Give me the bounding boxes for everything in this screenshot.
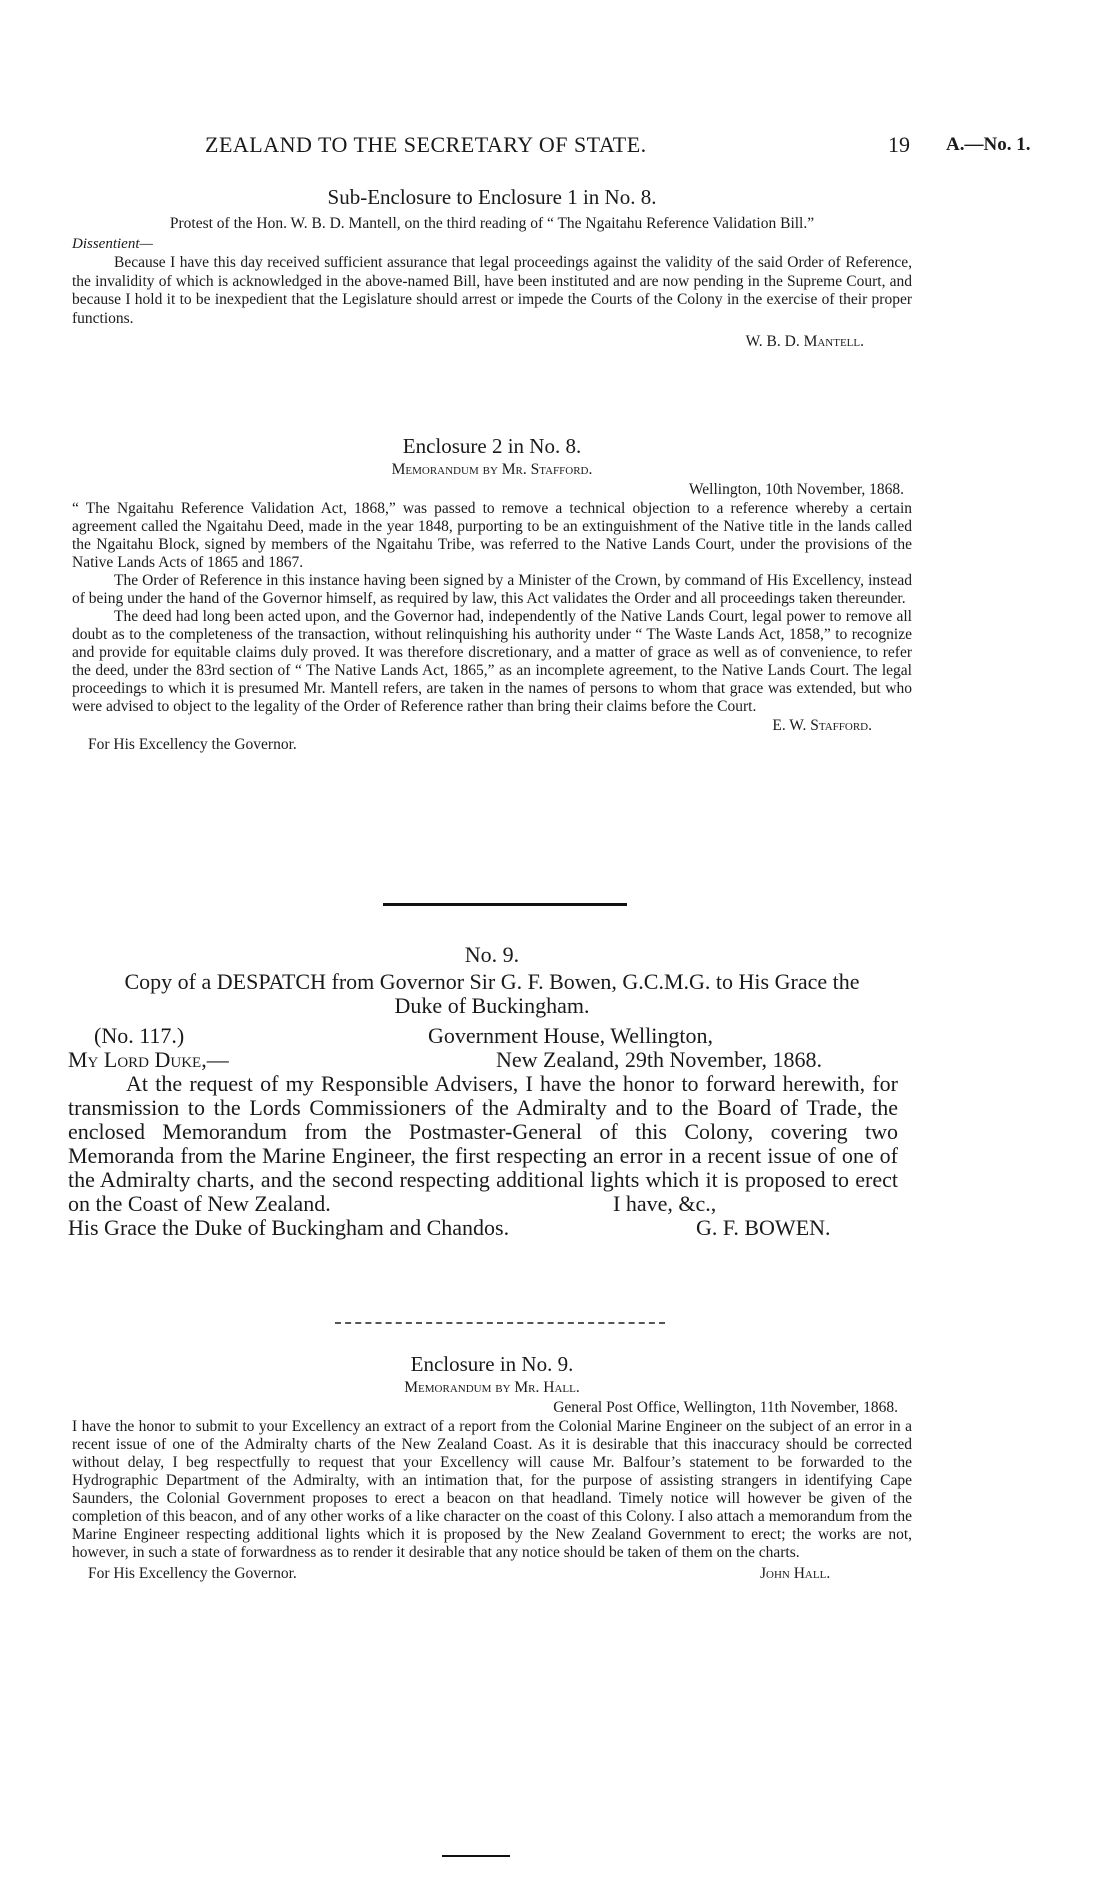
dissentient-label: Dissentient— — [72, 236, 153, 252]
running-title: ZEALAND TO THE SECRETARY OF STATE. — [205, 132, 647, 157]
stafford-signature: E. W. Stafford. — [772, 717, 872, 734]
enclosure-9-subheading: Memorandum by Mr. Hall. — [404, 1379, 580, 1396]
enclosure-9-closing: For His Excellency the Governor. — [88, 1565, 297, 1582]
mantell-signature: W. B. D. Mantell. — [745, 333, 864, 351]
enclosure-2-section — [72, 432, 912, 754]
paper-reference: A.—No. 1. — [946, 134, 1031, 155]
section-divider-dashed — [335, 1322, 665, 1324]
enclosure-9-section — [72, 1350, 912, 1586]
sub-enclosure-subheading: Protest of the Hon. W. B. D. Mantell, on the third reading of “ The Ngaitahu Reference Validation Bill.” — [169, 215, 815, 232]
enclosure-9-dateline: General Post Office, Wellington, 11th November, 1868. — [553, 1399, 898, 1416]
despatch-address-block — [68, 1024, 916, 1072]
page-number: 19 — [888, 132, 910, 157]
enclosure-9-heading: Enclosure in No. 9. — [410, 1352, 574, 1376]
section-divider-rule — [383, 903, 627, 906]
enclosure-2-paragraph-2: The Order of Reference in this instance having been signed by a Minister of the Crown, by command of His Excellency, instead of being under the hand of the Governor himself, as required by law, this Act validates the Order and all proceedings taken thereunder. — [72, 572, 912, 607]
despatch-section — [68, 940, 916, 1242]
enclosure-9-body: I have the honor to submit to your Excellency an extract of a report from the Colonial Marine Engineer on the subject of an error in a recent issue of one of the Admiralty charts of the New Zealand Coast. As it is desirable that this inaccuracy should be corrected without delay, I beg respectfully to request that your Excellency will cause Mr. Balfour’s statement to be forwarded to the Hydrographic Department of the Admiralty, with an intimation that, for the purpose of assisting strangers in identifying Cape Saunders, the Colonial Government proposes to erect a beacon on that headland. Timely notice will however be given of the completion of this beacon, and of any other works of a like character on the coast of this Colony. I also attach a memorandum from the Marine Engineer respecting additional lights which it is proposed by the New Zealand Government to erect; the works are not, however, in such a state of forwardness as to render it desirable that any notice should be taken of them on the charts. — [72, 1418, 912, 1561]
despatch-address-line-1: Government House, Wellington, — [428, 1023, 714, 1048]
despatch-addressee: His Grace the Duke of Buckingham and Chandos. — [68, 1215, 510, 1240]
sub-enclosure-section — [72, 183, 912, 352]
despatch-title: Copy of a DESPATCH from Governor Sir G. F. Bowen, G.C.M.G. to His Grace the Duke of Buckingham. — [124, 969, 860, 1018]
enclosure-2-subheading: Memorandum by Mr. Stafford. — [391, 461, 593, 478]
despatch-closing-block — [68, 1191, 916, 1242]
despatch-number: No. 9. — [464, 942, 520, 967]
despatch-address-line-2: New Zealand, 29th November, 1868. — [496, 1047, 822, 1072]
enclosure-2-dateline: Wellington, 10th November, 1868. — [688, 481, 904, 498]
despatch-valediction: I have, &c., — [613, 1191, 717, 1216]
despatch-reference-number: (No. 117.) — [94, 1023, 185, 1048]
despatch-salutation: My Lord Duke,— — [68, 1047, 229, 1072]
enclosure-2-paragraph-3: The deed had long been acted upon, and the Governor had, independently of the Native Lands Court, legal power to remove all doubt as to the completeness of the transaction, without relinquishing his authority under “ The Waste Lands Act, 1858,” to recognize and provide for equitable claims duly proved. It was therefore discretionary, and a matter of grace as well as of convenience, to refer the deed, under the 83rd section of “ The Native Lands Act, 1865,” as an incomplete agreement, to the Native Lands Court. The legal proceedings to which it is presumed Mr. Mantell refers, are taken in the names of persons to whom that grace was extended, but who were advised to object to the legality of the Order of Reference rather than bring their claims before the Court. — [72, 608, 912, 715]
enclosure-2-closing: For His Excellency the Governor. — [88, 736, 297, 753]
hall-signature: John Hall. — [760, 1565, 831, 1582]
running-header — [0, 132, 1114, 162]
despatch-body: At the request of my Responsible Advisers, I have the honor to forward herewith, for transmission to the Lords Commissioners of the Admiralty and to the Board of Trade, the enclosed Memorandum from the Postmaster-General of this Colony, covering two Memoranda from the Marine Engineer, the first respecting an error in a recent issue of one of the Admiralty charts, and the second respecting additional lights which it is proposed to erect on the Coast of New Zealand. — [68, 1071, 898, 1216]
enclosure-2-heading: Enclosure 2 in No. 8. — [402, 434, 582, 458]
sub-enclosure-body: Because I have this day received sufficient assurance that legal proceedings against the validity of the said Order of Reference, the invalidity of which is acknowledged in the above-named Bill, have been instituted and are now pending in the Supreme Court, and because I hold it to be inexpedient that the Legislature should arrest or impede the Courts of the Colony in the exercise of their proper functions. — [72, 254, 912, 327]
enclosure-2-paragraph-1: “ The Ngaitahu Reference Validation Act, 1868,” was passed to remove a technical objection to a reference whereby a certain agreement called the Ngaitahu Deed, made in the year 1848, purporting to be an extinguishment of the Native title in the lands called the Ngaitahu Block, signed by members of the Ngaitahu Tribe, was referred to the Native Lands Court, under the provisions of the Native Lands Acts of 1865 and 1867. — [72, 500, 912, 571]
sub-enclosure-heading: Sub-Enclosure to Enclosure 1 in No. 8. — [327, 185, 657, 209]
bowen-signature: G. F. BOWEN. — [696, 1215, 831, 1240]
enclosure-9-footer — [72, 1564, 912, 1586]
closing-rule — [442, 1855, 510, 1857]
